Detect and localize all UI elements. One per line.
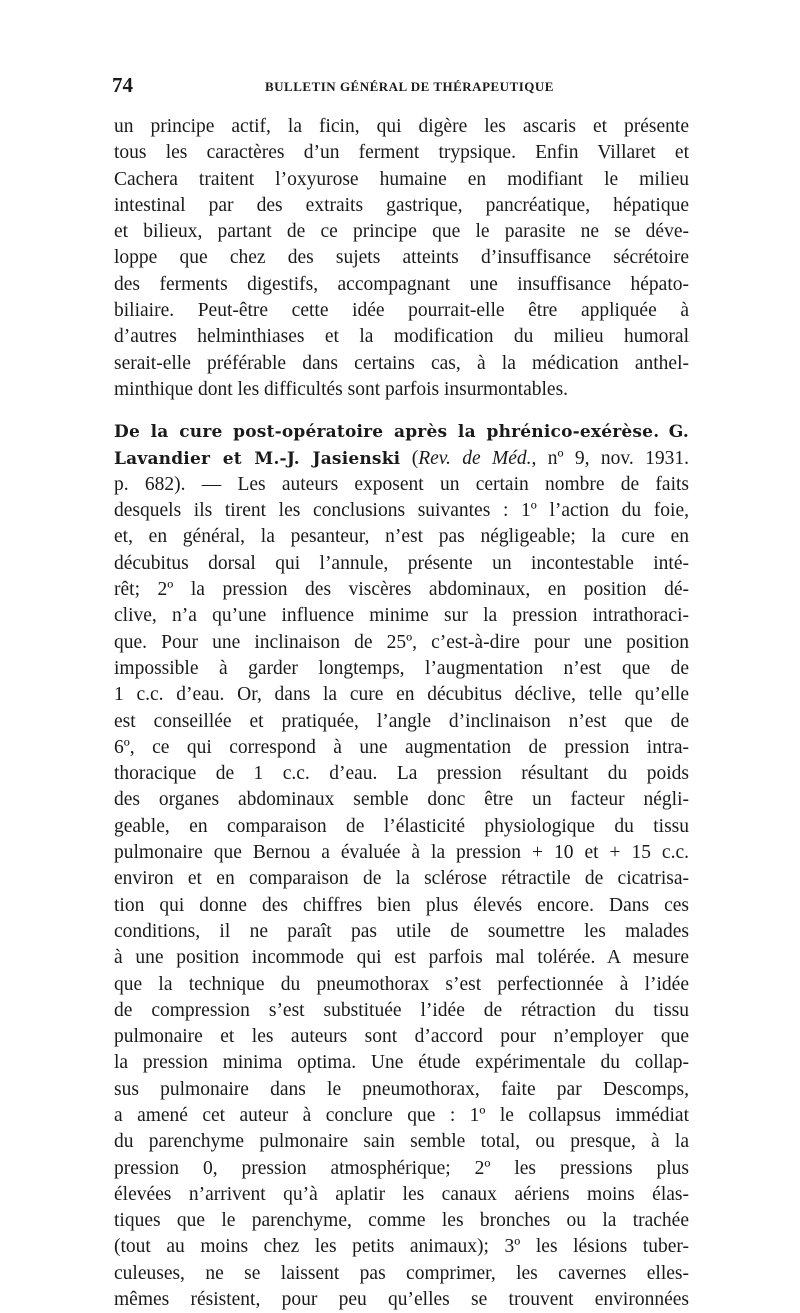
text-line: élevées n’arrivent qu’à aplatir les canaux aériens moins élas- bbox=[114, 1183, 689, 1205]
paragraph-intro bbox=[114, 114, 689, 403]
text-line: à une position incommode qui est parfois mal tolérée. A mesure bbox=[114, 947, 689, 969]
text-line: des organes abdominaux semble donc être un facteur négli- bbox=[114, 789, 689, 811]
text-line: clive, n’a qu’une influence minime sur la pression intrathoraci- bbox=[114, 605, 689, 627]
text-line: culeuses, ne se laissent pas comprimer, les cavernes elles- bbox=[114, 1262, 689, 1284]
text-line: pulmonaire et les auteurs sont d’accord pour n’employer que bbox=[114, 1026, 689, 1048]
text-line: décubitus dorsal qui l’annule, présente un incontestable inté- bbox=[114, 552, 689, 574]
text-line: minthique dont les difficultés sont parfois insurmontables. bbox=[114, 378, 569, 400]
text-line: impossible à garder longtemps, l’augmentation n’est que de bbox=[114, 657, 689, 679]
text-line: 6º, ce qui correspond à une augmentation de pression intra- bbox=[114, 736, 689, 758]
citation-details: , nº 9, nov. 1931. bbox=[531, 447, 690, 469]
text-line: du parenchyme pulmonaire sain semble total, ou presque, à la bbox=[114, 1131, 689, 1153]
article-byline bbox=[114, 446, 689, 472]
journal-name: Rev. de Méd. bbox=[418, 447, 532, 469]
text-line: (tout au moins chez les petits animaux); 3º les lésions tuber- bbox=[114, 1236, 689, 1258]
article-abstract bbox=[114, 419, 689, 1313]
text-line: pression 0, pression atmosphérique; 2º les pressions plus bbox=[114, 1157, 689, 1179]
article-body bbox=[114, 472, 689, 1313]
article-author-initial: G. bbox=[668, 422, 689, 443]
text-line: intestinal par des extraits gastrique, pancréatique, hépatique bbox=[114, 194, 689, 216]
text-line: thoracique de 1 c.c. d’eau. La pression résultant du poids bbox=[114, 763, 689, 785]
text-line: d’autres helminthiases et la modification du milieu humoral bbox=[114, 326, 689, 348]
text-line: geable, en comparaison de l’élasticité physiologique du tissu bbox=[114, 815, 689, 837]
text-line: 1 c.c. d’eau. Or, dans la cure en décubitus déclive, telle qu’elle bbox=[114, 684, 689, 706]
article-title: De la cure post-opératoire après la phrénico-exérèse. bbox=[114, 422, 660, 443]
text-line: un principe actif, la ficin, qui digère les ascaris et présente bbox=[114, 116, 689, 137]
citation-open: ( bbox=[411, 447, 419, 469]
body-text bbox=[114, 114, 689, 1313]
text-line: environ et en comparaison de la sclérose rétractile de cicatrisa- bbox=[114, 868, 689, 890]
text-line: loppe que chez des sujets atteints d’insuffisance sécrétoire bbox=[114, 247, 689, 269]
text-line: conditions, il ne paraît pas utile de soumettre les malades bbox=[114, 920, 689, 942]
text-line: a amené cet auteur à conclure que : 1º le collapsus immédiat bbox=[114, 1104, 689, 1126]
text-line: que la technique du pneumothorax s’est perfectionnée à l’idée bbox=[114, 973, 689, 995]
text-line: de compression s’est substituée l’idée de rétraction du tissu bbox=[114, 999, 689, 1021]
text-line: et bilieux, partant de ce principe que le parasite ne se déve- bbox=[114, 221, 689, 243]
text-line: Cachera traitent l’oxyurose humaine en modifiant le milieu bbox=[114, 168, 689, 190]
text-line: serait-elle préférable dans certains cas, à la médication anthel- bbox=[114, 352, 689, 374]
page-number: 74 bbox=[112, 73, 133, 97]
text-line: tion qui donne des chiffres bien plus élevés encore. Dans ces bbox=[114, 894, 689, 916]
text-line: est conseillée et pratiquée, l’angle d’inclinaison n’est que de bbox=[114, 710, 689, 732]
running-title: BULLETIN GÉNÉRAL DE THÉRAPEUTIQUE bbox=[265, 79, 554, 94]
text-line: et, en général, la pesanteur, n’est pas négligeable; la cure en bbox=[114, 526, 689, 548]
text-line: mêmes résistent, pour peu qu’elles se trouvent environnées bbox=[114, 1289, 689, 1311]
article-authors: Lavandier et M.-J. Jasienski bbox=[114, 448, 401, 469]
text-line: biliaire. Peut-être cette idée pourrait-elle être appliquée à bbox=[114, 300, 689, 322]
text-line: p. 682). — Les auteurs exposent un certain nombre de faits bbox=[114, 473, 689, 495]
text-line: des ferments digestifs, accompagnant une insuffisance hépato- bbox=[114, 273, 689, 295]
text-line: desquels ils tirent les conclusions suivantes : 1º l’action du foie, bbox=[114, 500, 689, 522]
text-line: pulmonaire que Bernou a évaluée à la pression + 10 et + 15 c.c. bbox=[114, 842, 689, 864]
text-line: la pression minima optima. Une étude expérimentale du collap- bbox=[114, 1052, 689, 1074]
text-line: tiques que le parenchyme, comme les bronches ou la trachée bbox=[114, 1210, 689, 1232]
text-line: rêt; 2º la pression des viscères abdominaux, en position dé- bbox=[114, 579, 689, 601]
text-line: tous les caractères d’un ferment trypsique. Enfin Villaret et bbox=[114, 142, 689, 164]
text-line: que. Pour une inclinaison de 25º, c’est-à-dire pour une position bbox=[114, 631, 689, 653]
article-title-line bbox=[114, 419, 689, 445]
text-line: sus pulmonaire dans le pneumothorax, faite par Descomps, bbox=[114, 1078, 689, 1100]
